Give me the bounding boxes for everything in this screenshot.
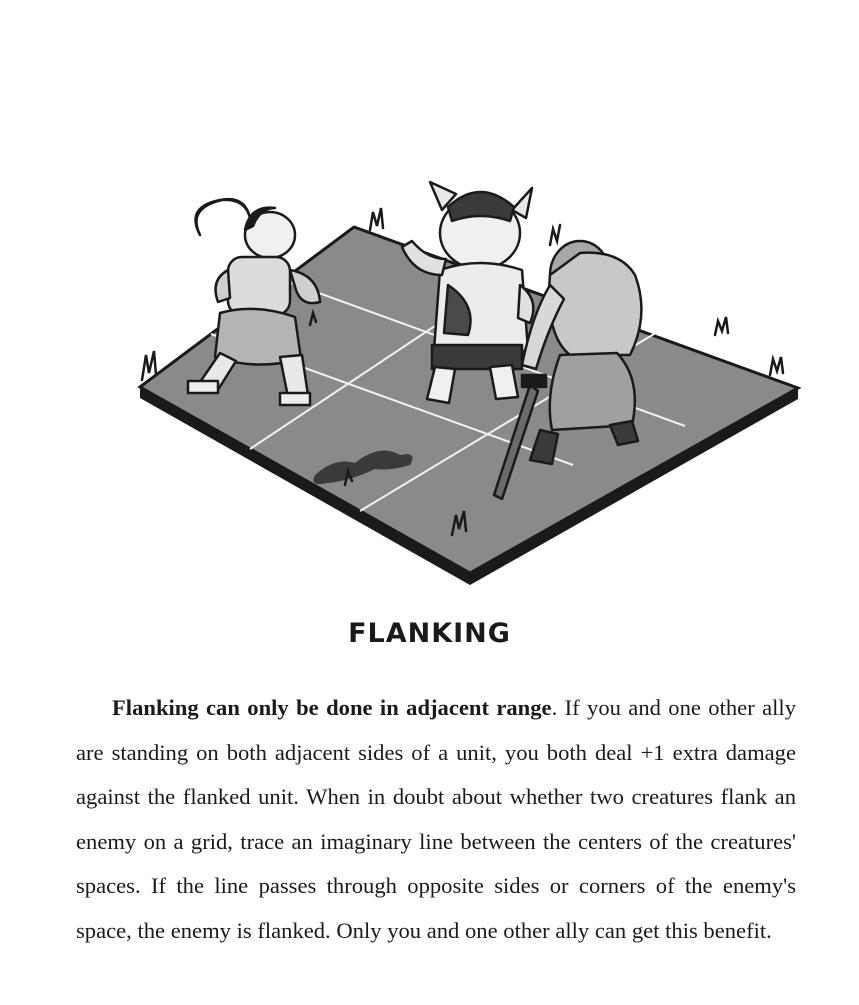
body-paragraph: [76, 686, 796, 954]
body-bold-lead: Flanking can only be done in adjacent range: [112, 695, 552, 720]
section-heading: FLANKING: [348, 618, 511, 649]
body-rest: . If you and one other ally are standing on both adjacent sides of a unit, you both deal +1 extra damage against the flanked unit. When in doubt about whether two creatures flank an enemy on a grid, trace an imaginary line between the centers of the creatures' spaces. If the line passes through opposite sides or corners of the enemy's space, the enemy is flanked. Only you and one other ally can get this benefit.: [76, 695, 796, 943]
flanking-illustration: [130, 175, 810, 585]
